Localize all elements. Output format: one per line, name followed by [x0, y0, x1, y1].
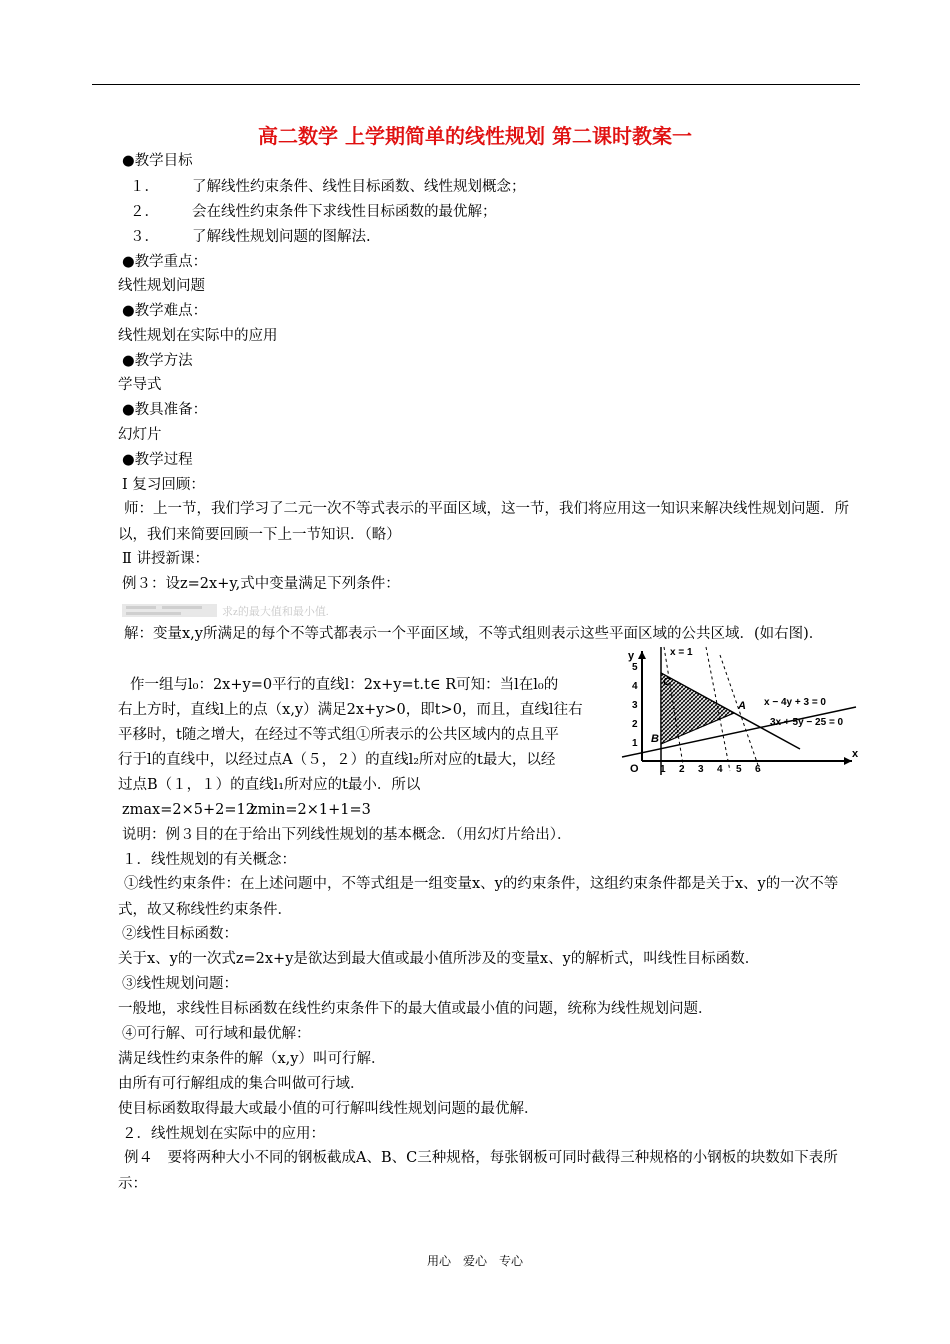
page-footer: 用心 爱心 专心: [426, 1254, 523, 1268]
x-tick-6: 6: [755, 764, 761, 775]
goal-1-text: 了解线性约束条件、线性目标函数、线性规划概念；: [192, 179, 526, 195]
difficult-heading: ●教学难点：: [122, 303, 208, 319]
example-4: 例４ 要将两种大小不同的钢板截成A、B、C三种规格，每张钢板可同时截得三种规格的小钢板的块数如下表所示：: [118, 1150, 838, 1192]
concept-3-text: 一般地，求线性目标函数在线性约束条件下的最大值或最小值的问题，统称为线性规划问题．: [118, 1001, 713, 1017]
goal-3-text: 了解线性规划问题的图解法.: [192, 229, 371, 245]
example-3: 例３：设z=2x+y,式中变量满足下列条件：: [122, 576, 400, 592]
constraint-system-formula: [122, 603, 412, 619]
concept-1: ①线性约束条件：在上述问题中，不等式组是一组变量x、y的约束条件，这组约束条件都是关于x、y的一次不等式，故又称线性约束条件．: [118, 876, 839, 918]
goal-1: [130, 178, 526, 196]
concept-4-heading: ④可行解、可行域和最优解：: [122, 1026, 311, 1042]
y-tick-5: 5: [632, 662, 638, 673]
difficult-text: 线性规划在实际中的应用: [118, 328, 278, 344]
concept-4-c: 使目标函数取得最大或最小值的可行解叫线性规划问题的最优解．: [118, 1101, 539, 1117]
goals-heading: ●教学目标: [122, 153, 193, 169]
goal-1-num: １．: [130, 179, 159, 195]
solution-line-3: 平移时，t随之增大，在经过不等式组①所表示的公共区域内的点且平: [118, 727, 559, 743]
solution-line-1: 作一组与l₀：2x+y=0平行的直线l：2x+y=t.t∈ R可知：当l在l₀的: [130, 677, 559, 693]
review-paragraph: 师：上一节，我们学习了二元一次不等式表示的平面区域，这一节，我们将应用这一知识来解决线性规划问题．所以，我们来简要回顾一下上一节知识．（略）: [118, 501, 849, 543]
feasible-region: [661, 673, 734, 744]
y-tick-3: 3: [632, 700, 638, 711]
z-min: zmin=2×1+1=3: [250, 802, 371, 818]
concept-4-a: 满足线性约束条件的解（x,y）叫可行解．: [118, 1051, 386, 1067]
key-text: 线性规划问题: [118, 278, 205, 294]
line-x-4y-3: [622, 707, 856, 757]
y-tick-2: 2: [632, 719, 638, 730]
x-tick-5: 5: [736, 764, 742, 775]
concepts-heading: １．线性规划的有关概念：: [122, 852, 296, 868]
solution-paragraph-1: 解：变量x,y所满足的每个不等式都表示一个平面区域，不等式组则表示这些平面区域的公共区域．(如右图)．: [124, 626, 824, 642]
goal-2-num: ２．: [130, 204, 159, 220]
x-axis-label: x: [852, 748, 859, 760]
line-x-eq-1-label: x = 1: [670, 647, 693, 658]
feasible-region-figure: [620, 645, 860, 777]
concept-3-heading: ③线性规划问题：: [122, 976, 238, 992]
note: 说明：例３目的在于给出下列线性规划的基本概念．（用幻灯片给出）．: [122, 827, 572, 843]
review-heading: Ⅰ 复习回顾：: [122, 477, 205, 493]
x-tick-1: 1: [660, 764, 666, 775]
solution-line-4: 行于l的直线中，以经过点A（５，２）的直线l₂所对应的t最大，以经: [118, 752, 556, 768]
goal-3: [130, 228, 371, 246]
goal-2: [130, 203, 497, 221]
tools-text: 幻灯片: [118, 427, 162, 443]
method-text: 学导式: [118, 377, 162, 393]
y-axis-label: y: [628, 650, 635, 662]
tools-heading: ●教具准备：: [122, 402, 208, 418]
hidden-question: 求z的最大值和最小值.: [222, 606, 329, 618]
origin-label: O: [630, 763, 639, 775]
x-tick-3: 3: [698, 764, 704, 775]
y-tick-4: 4: [632, 681, 638, 692]
point-b-label: B: [651, 733, 659, 745]
line-x-4y-3-label: x − 4y + 3 = 0: [764, 697, 826, 708]
solution-line-5: 过点B（１，１）的直线l₁所对应的t最小．所以: [118, 777, 421, 793]
applications-heading: ２．线性规划在实际中的应用：: [122, 1126, 325, 1142]
goal-2-text: 会在线性约束条件下求线性目标函数的最优解；: [192, 204, 497, 220]
page-title: 高二数学 上学期简单的线性规划 第二课时教案一: [258, 124, 692, 148]
line-3x-5y-25-label: 3x + 5y − 25 = 0: [770, 717, 844, 728]
header-rule: [92, 84, 860, 85]
point-c-label: C: [663, 676, 671, 688]
y-tick-1: 1: [632, 738, 638, 749]
concept-4-b: 由所有可行解组成的集合叫做可行域．: [118, 1076, 365, 1092]
x-tick-2: 2: [679, 764, 685, 775]
z-max: zmax=2×5+2=12: [122, 802, 255, 818]
point-a-label: A: [738, 700, 746, 712]
concept-2-text: 关于x、y的一次式z=2x+y是欲达到最大值或最小值所涉及的变量x、y的解析式，叫线性目标函数．: [118, 951, 760, 967]
x-tick-4: 4: [717, 764, 723, 775]
key-heading: ●教学重点：: [122, 254, 208, 270]
new-lesson-heading: Ⅱ 讲授新课：: [122, 551, 209, 567]
method-heading: ●教学方法: [122, 353, 193, 369]
process-heading: ●教学过程: [122, 452, 193, 468]
solution-line-2: 右上方时，直线l上的点（x,y）满足2x+y>0，即t>0，而且，直线l往右: [118, 702, 583, 718]
concept-2-heading: ②线性目标函数：: [122, 926, 238, 942]
goal-3-num: ３．: [130, 229, 159, 245]
